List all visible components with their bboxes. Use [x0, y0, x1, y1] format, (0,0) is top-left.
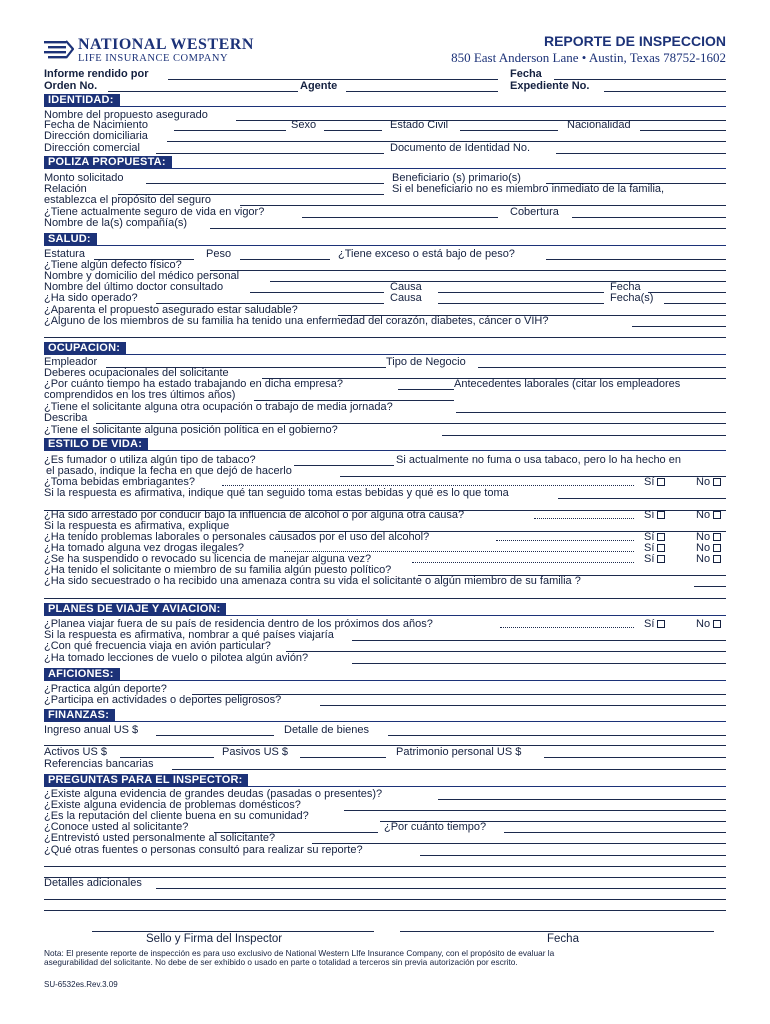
peso-field[interactable] — [240, 259, 330, 260]
si-checkbox[interactable] — [657, 533, 665, 541]
section-title: AFICIONES: — [44, 668, 118, 680]
nombre-comp-label: Nombre de la(s) compañía(s) — [44, 217, 188, 229]
si-checkbox[interactable] — [657, 511, 665, 519]
ingreso-label: Ingreso anual US $ — [44, 724, 139, 736]
exceso-field[interactable] — [546, 259, 726, 260]
alcohol-label: ¿Ha tenido problemas laborales o personales causados por el uso del alcohol? — [44, 531, 430, 543]
monto-field[interactable] — [146, 183, 384, 184]
detalle-extra-field[interactable] — [44, 745, 726, 746]
no-label: No — [696, 476, 711, 488]
licencia-label: ¿Se ha suspendido o revocado su licencia de manejar alguna vez? — [44, 553, 372, 565]
causa1-label: Causa — [390, 281, 422, 293]
si-label: Sí — [644, 509, 655, 521]
pasivos-label: Pasivos US $ — [222, 746, 289, 758]
deporte-label: ¿Practica algún deporte? — [44, 683, 167, 695]
section-title: OCUPACION: — [44, 342, 124, 354]
pasado-field[interactable] — [340, 476, 726, 477]
bebidas-no-option[interactable] — [696, 476, 721, 488]
operado-label: ¿Ha sido operado? — [44, 292, 138, 304]
section-estilo — [44, 438, 726, 451]
estado-civil-label: Estado Civil — [390, 119, 449, 131]
agente-label: Agente — [300, 80, 338, 92]
bebidas-si-option[interactable] — [644, 476, 665, 488]
paises-field[interactable] — [352, 640, 726, 641]
no-checkbox[interactable] — [713, 478, 721, 486]
causa2-label: Causa — [390, 292, 422, 304]
antecedentes-label: Antecedentes laborales (citar los empleadores — [454, 378, 681, 390]
report-title: REPORTE DE INSPECCION — [543, 33, 726, 49]
si-checkbox[interactable] — [657, 620, 665, 628]
tiene-seguro-field[interactable] — [302, 217, 498, 218]
empleador-label: Empleador — [44, 356, 98, 368]
cobertura-field[interactable] — [572, 217, 726, 218]
si-checkbox[interactable] — [657, 544, 665, 552]
no-checkbox[interactable] — [713, 511, 721, 519]
expediente-field[interactable] — [604, 91, 726, 92]
fuentes-extra-field-1[interactable] — [44, 866, 726, 867]
peligrosos-label: ¿Participa en actividades o deportes peligrosos? — [44, 694, 282, 706]
estatura-label: Estatura — [44, 248, 85, 260]
section-title: IDENTIDAD: — [44, 94, 118, 106]
si-label: Sí — [644, 531, 655, 543]
politica-field[interactable] — [442, 435, 726, 436]
otra-field[interactable] — [456, 412, 726, 413]
cobertura-label: Cobertura — [510, 206, 559, 218]
ultimo-label: Nombre del último doctor consultado — [44, 281, 224, 293]
orden-field[interactable] — [108, 91, 298, 92]
entrevisto-field[interactable] — [312, 843, 726, 844]
section-preguntas — [44, 774, 726, 787]
relacion-label: Relación — [44, 183, 87, 195]
fecha1-field[interactable] — [648, 292, 726, 293]
fuentes-label: ¿Qué otras fuentes o personas consultó para realizar su reporte? — [44, 844, 363, 856]
frecuencia-field[interactable] — [286, 651, 726, 652]
section-title: SALUD: — [44, 233, 95, 245]
fuentes-field[interactable] — [420, 855, 726, 856]
estado-civil-field[interactable] — [460, 130, 558, 131]
nombre-comp-field[interactable] — [210, 228, 726, 229]
documento-field[interactable] — [556, 153, 726, 154]
sexo-field[interactable] — [324, 130, 382, 131]
tiene-seguro-label: ¿Tiene actualmente seguro de vida en vigor? — [44, 206, 265, 218]
no-checkbox[interactable] — [713, 620, 721, 628]
fecha1-label: Fecha — [610, 281, 641, 293]
no-label: No — [696, 618, 711, 630]
saludable-label: ¿Aparenta el propuesto asegurado estar saludable? — [44, 304, 298, 316]
nacionalidad-field[interactable] — [640, 130, 726, 131]
si-label: Sí — [644, 553, 655, 565]
ingreso-field[interactable] — [156, 735, 274, 736]
fuentes-extra-field-2[interactable] — [44, 877, 726, 878]
form-code: SU-6532es.Rev.3.09 — [44, 980, 118, 989]
drogas-leader — [284, 551, 634, 552]
fecha-nac-label: Fecha de Nacimiento — [44, 119, 148, 131]
si-label: Sí — [644, 476, 655, 488]
beneficiario-label: Beneficiario (s) primario(s) — [392, 172, 521, 184]
section-identidad — [44, 94, 726, 107]
planea-leader — [500, 627, 634, 628]
no-label: No — [696, 553, 711, 565]
no-checkbox[interactable] — [713, 533, 721, 541]
causa1-field[interactable] — [438, 292, 604, 293]
deudas-field[interactable] — [438, 799, 726, 800]
si-no-fuma-text: Si actualmente no fuma o usa tabaco, pero lo ha hecho en — [396, 454, 681, 466]
no-label: No — [696, 542, 711, 554]
section-title: POLIZA PROPUESTA: — [44, 156, 170, 168]
dir-dom-label: Dirección domiciliaria — [44, 130, 148, 142]
cuanto-label: ¿Por cuánto tiempo? — [384, 821, 487, 833]
peso-label: Peso — [206, 248, 232, 260]
dir-com-field[interactable] — [156, 153, 384, 154]
fumador-field[interactable] — [294, 465, 394, 466]
company-address: 850 East Anderson Lane • Austin, Texas 78752-1602 — [451, 50, 726, 65]
comprendidos-label: comprendidos en los tres últimos años) — [44, 389, 236, 401]
respuesta1-field[interactable] — [558, 498, 726, 499]
monto-label: Monto solicitado — [44, 172, 124, 184]
conoce-label: ¿Conoce usted al solicitante? — [44, 821, 189, 833]
section-viaje — [44, 603, 726, 616]
vuelo-label: ¿Ha tomado lecciones de vuelo o pilotea algún avión? — [44, 652, 309, 664]
section-aficiones — [44, 668, 726, 681]
fecha-label: Fecha — [510, 68, 542, 80]
familia-label: ¿Alguno de los miembros de su familia ha tenido una enfermedad del corazón, diabetes, cáncer o VIH? — [44, 315, 549, 327]
si-checkbox[interactable] — [657, 555, 665, 563]
bebidas-leader — [222, 485, 634, 486]
deudas-label: ¿Existe alguna evidencia de grandes deudas (pasadas o presentes)? — [44, 788, 383, 800]
ultimo-field[interactable] — [250, 292, 384, 293]
no-checkbox[interactable] — [713, 544, 721, 552]
no-label: No — [696, 531, 711, 543]
si-label: Sí — [644, 542, 655, 554]
planea-label: ¿Planea viajar fuera de su país de residencia dentro de los próximos dos años? — [44, 618, 433, 630]
cuanto-field[interactable] — [504, 832, 726, 833]
tipo-label: Tipo de Negocio — [386, 356, 466, 368]
politica-label: ¿Tiene el solicitante alguna posición política en el gobierno? — [44, 424, 338, 436]
drogas-label: ¿Ha tomado alguna vez drogas ilegales? — [44, 542, 244, 554]
proposito-label: establezca el propósito del seguro — [44, 194, 211, 206]
dir-com-label: Dirección comercial — [44, 142, 140, 154]
paises-label: Si la respuesta es afirmativa, nombrar a qué países viajaría — [44, 629, 334, 641]
causa2-field[interactable] — [438, 303, 604, 304]
planea-no-option[interactable] — [696, 618, 721, 630]
detalle-label: Detalle de bienes — [284, 724, 370, 736]
referencias-label: Referencias bancarias — [44, 758, 154, 770]
tiempo-label: ¿Por cuánto tiempo ha estado trabajando en dicha empresa? — [44, 378, 344, 390]
frecuencia-label: ¿Con qué frecuencia viaja en avión particular? — [44, 640, 271, 652]
detalles-field[interactable] — [156, 888, 726, 889]
company-subname: LIFE INSURANCE COMPANY — [78, 53, 229, 64]
nota-line-2: asegurabilidad del solicitante. No debe de ser exhibido o usado en parte o totalidad a terceros sin previa autorización por escrito. — [44, 957, 518, 967]
tiempo-field[interactable] — [398, 389, 454, 390]
planea-si-option[interactable] — [644, 618, 665, 630]
bebidas-label: ¿Toma bebidas embriagantes? — [44, 476, 196, 488]
defecto-field[interactable] — [210, 270, 726, 271]
domesticos-field[interactable] — [344, 810, 726, 811]
company-logo-icon — [44, 39, 74, 63]
detalles-extra-field-2[interactable] — [44, 910, 726, 911]
detalles-extra-field-1[interactable] — [44, 899, 726, 900]
fechas-field[interactable] — [664, 303, 726, 304]
informe-label: Informe rendido por — [44, 68, 149, 80]
no-checkbox[interactable] — [713, 555, 721, 563]
arrestado-label: ¿Ha sido arrestado por conducir bajo la influencia de alcohol o por alguna otra causa? — [44, 509, 465, 521]
arrestado-no-option[interactable] — [696, 509, 721, 521]
respuesta1-label: Si la respuesta es afirmativa, indique qué tan seguido toma estas bebidas y qué es lo que toma — [44, 487, 509, 499]
proposito-field[interactable] — [240, 205, 726, 206]
documento-label: Documento de Identidad No. — [390, 142, 531, 154]
nota-line-1: Nota: El presente reporte de inspección es para uso exclusivo de National Western LIfe Insurance Company, con el propósito de evaluar la — [44, 948, 555, 958]
expediente-label: Expediente No. — [510, 80, 590, 92]
licencia-leader — [412, 562, 634, 563]
pasivos-field[interactable] — [300, 757, 386, 758]
familia-extra-field[interactable] — [44, 337, 726, 338]
defecto-label: ¿Tiene algún defecto físico? — [44, 259, 182, 271]
section-title: ESTILO DE VIDA: — [44, 438, 146, 450]
section-ocupacion — [44, 342, 726, 355]
signature-line[interactable] — [92, 931, 374, 932]
tipo-field[interactable] — [478, 367, 726, 368]
respuesta2-label: Si la respuesta es afirmativa, explique — [44, 520, 230, 532]
domesticos-label: ¿Existe alguna evidencia de problemas domésticos? — [44, 799, 301, 811]
secuestrado-field[interactable] — [694, 586, 726, 587]
section-title: PREGUNTAS PARA EL INSPECTOR: — [44, 774, 246, 786]
section-poliza — [44, 156, 726, 169]
secuestrado-extra-field[interactable] — [44, 598, 726, 599]
vuelo-field[interactable] — [352, 663, 726, 664]
describa-label: Describa — [44, 412, 88, 424]
activos-label: Activos US $ — [44, 746, 107, 758]
si-label: Sí — [644, 618, 655, 630]
pasado-label: el pasado, indique la fecha en que dejó de hacerlo — [46, 465, 292, 477]
patrimonio-label: Patrimonio personal US $ — [396, 746, 522, 758]
politico-label: ¿Ha tenido el solicitante o miembro de su familia algún puesto político? — [44, 564, 392, 576]
agente-field[interactable] — [346, 91, 498, 92]
alcohol-leader — [496, 540, 634, 541]
section-title: FINANZAS: — [44, 709, 113, 721]
familia-field[interactable] — [632, 326, 726, 327]
medico-label: Nombre y domicilio del médico personal — [44, 270, 240, 282]
orden-label: Orden No. — [44, 80, 98, 92]
date-line[interactable] — [400, 931, 714, 932]
peligrosos-field[interactable] — [320, 705, 726, 706]
medico-field[interactable] — [270, 281, 726, 282]
company-name: NATIONAL WESTERN — [78, 36, 254, 53]
arrestado-leader — [534, 518, 634, 519]
reputacion-label: ¿Es la reputación del cliente buena en su comunidad? — [44, 810, 309, 822]
fechas-label: Fecha(s) — [610, 292, 654, 304]
licencia-no-option[interactable] — [696, 553, 721, 565]
no-label: No — [696, 509, 711, 521]
section-salud — [44, 233, 726, 246]
secuestrado-label: ¿Ha sido secuestrado o ha recibido una amenaza contra su vida el solicitante o algún miembro de su familia ? — [44, 575, 581, 587]
detalles-label: Detalles adicionales — [44, 877, 142, 889]
section-title: PLANES DE VIAJE Y AVIACION: — [44, 603, 224, 615]
sexo-label: Sexo — [291, 119, 317, 131]
licencia-si-option[interactable] — [644, 553, 665, 565]
deberes-label: Deberes ocupacionales del solicitante — [44, 367, 229, 379]
referencias-field[interactable] — [172, 769, 726, 770]
patrimonio-field[interactable] — [544, 757, 726, 758]
fecha-footer-label: Fecha — [547, 933, 579, 945]
sello-label: Sello y Firma del Inspector — [146, 933, 283, 945]
exceso-label: ¿Tiene exceso o está bajo de peso? — [338, 248, 515, 260]
si-checkbox[interactable] — [657, 478, 665, 486]
entrevisto-label: ¿Entrevistó usted personalmente al solicitante? — [44, 832, 276, 844]
fecha-nac-field[interactable] — [174, 130, 286, 131]
nacionalidad-label: Nacionalidad — [567, 119, 631, 131]
si-beneficiario-text: Si el beneficiario no es miembro inmediato de la familia, — [392, 183, 665, 195]
fumador-label: ¿Es fumador o utiliza algún tipo de tabaco? — [44, 454, 256, 466]
detalle-field[interactable] — [388, 735, 726, 736]
nombre-label: Nombre del propuesto asegurado — [44, 109, 208, 121]
section-finanzas — [44, 709, 726, 722]
arrestado-si-option[interactable] — [644, 509, 665, 521]
otra-label: ¿Tiene el solicitante alguna otra ocupación o trabajo de media jornada? — [44, 401, 393, 413]
